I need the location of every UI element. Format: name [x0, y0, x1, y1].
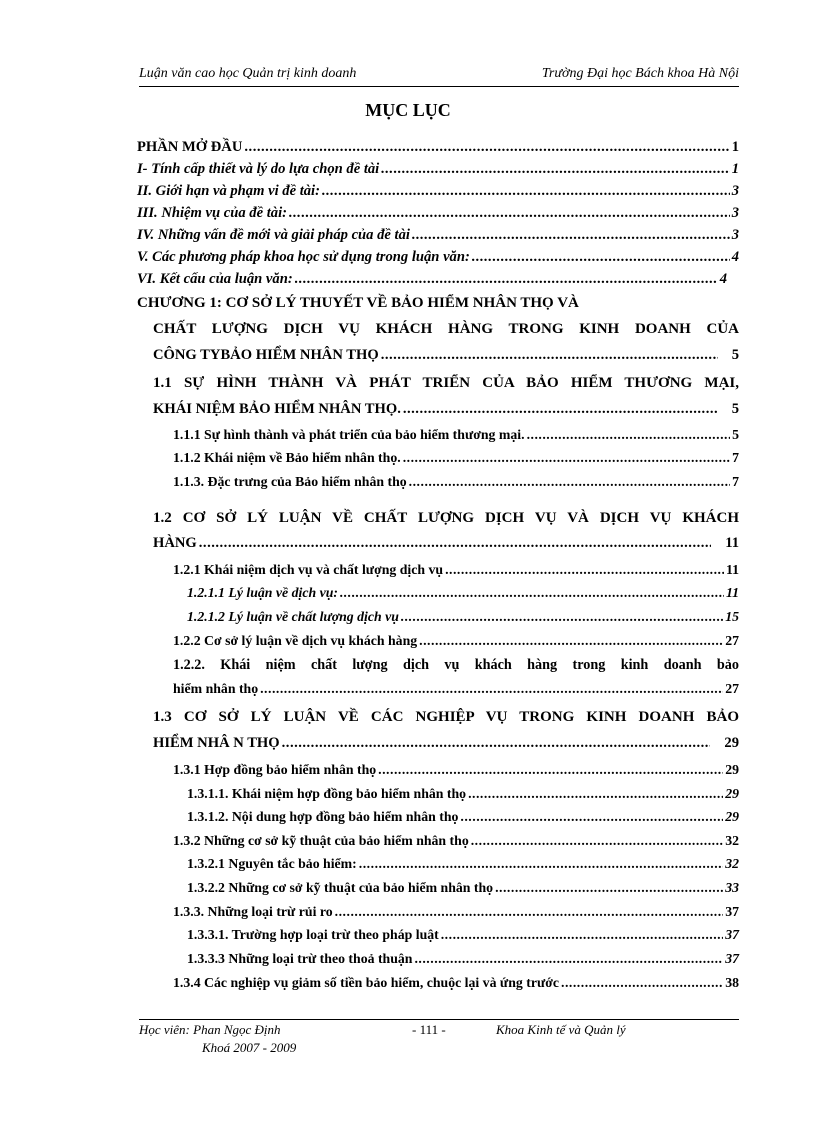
header-left: Luận văn cao học Quản trị kinh doanh: [139, 66, 357, 81]
toc-entry[interactable]: I- Tính cấp thiết và lý do lựa chọn đề tài ..... 1: [137, 158, 739, 180]
toc-entry[interactable]: hiểm nhân thọ ..... 27: [173, 678, 739, 700]
header-right: Trường Đại học Bách khoa Hà Nội: [541, 66, 739, 81]
toc-entry[interactable]: PHẦN MỞ ĐẦU ..... 1: [137, 136, 739, 158]
toc-entry[interactable]: CÔNG TYBẢO HIỂM NHÂN THỌ ..... 5: [153, 344, 739, 366]
toc-chapter-line[interactable]: CHẤT LƯỢNG DỊCH VỤ KHÁCH HÀNG TRONG KINH DOANH CỦA: [153, 321, 739, 337]
toc-entry-line[interactable]: 1.2.2. Khái niệm chất lượng dịch vụ khách hàng trong kinh doanh bảo: [173, 657, 739, 673]
footer-student: Học viên: Phan Ngọc Định: [139, 1022, 281, 1037]
toc-entry[interactable]: IV. Những vấn đề mới và giải pháp của đề tài ..... 3: [137, 224, 739, 246]
footer-course: Khoá 2007 - 2009: [202, 1040, 297, 1055]
toc-entry[interactable]: 1.3.1.1. Khái niệm hợp đồng bảo hiểm nhân thọ ..... 29: [187, 783, 739, 805]
toc-entry[interactable]: 1.2.1 Khái niệm dịch vụ và chất lượng dịch vụ ..... 11: [173, 559, 739, 581]
footer-page-number: - 111 -: [412, 1022, 446, 1037]
toc-entry[interactable]: V. Các phương pháp khoa học sử dụng trong luận văn: ..... 4: [137, 246, 739, 268]
toc-section-line[interactable]: 1.2 CƠ SỞ LÝ LUẬN VỀ CHẤT LƯỢNG DỊCH VỤ VÀ DỊCH VỤ KHÁCH: [153, 510, 739, 526]
toc-entry[interactable]: 1.2.2 Cơ sở lý luận về dịch vụ khách hàng ..... 27: [173, 630, 739, 652]
toc-chapter-line[interactable]: CHƯƠNG 1: CƠ SỞ LÝ THUYẾT VỀ BẢO HIỂM NHÂN THỌ VÀ: [137, 295, 579, 311]
toc-entry[interactable]: 1.1.3. Đặc trưng của Bảo hiểm nhân thọ ..... 7: [173, 471, 739, 493]
toc-entry[interactable]: 1.3.3.1. Trường hợp loại trừ theo pháp luật ..... 37: [187, 924, 739, 946]
toc-entry[interactable]: III. Nhiệm vụ của đề tài: ..... 3: [137, 202, 739, 224]
toc-entry[interactable]: 1.2.1.2 Lý luận về chất lượng dịch vụ ..... 15: [187, 606, 739, 628]
toc-entry[interactable]: 1.3.2.1 Nguyên tắc bảo hiểm: ..... 32: [187, 853, 739, 875]
toc-entry[interactable]: 1.3.2.2 Những cơ sở kỹ thuật của bảo hiểm nhân thọ ..... 33: [187, 877, 739, 899]
toc-entry[interactable]: HIỂM NHÂ N THỌ ..... 29: [153, 732, 739, 754]
toc-section-line[interactable]: 1.3 CƠ SỞ LÝ LUẬN VỀ CÁC NGHIỆP VỤ TRONG KINH DOANH BẢO: [153, 709, 739, 725]
toc-entry[interactable]: 1.3.1.2. Nội dung hợp đồng bảo hiểm nhân thọ ..... 29: [187, 806, 739, 828]
toc-section-line[interactable]: 1.1 SỰ HÌNH THÀNH VÀ PHÁT TRIỂN CỦA BẢO HIỂM THƯƠNG MẠI,: [153, 375, 739, 391]
page-header: [139, 66, 739, 87]
toc-entry[interactable]: HÀNG ..... 11: [153, 532, 739, 554]
toc-entry[interactable]: 1.3.2 Những cơ sở kỹ thuật của bảo hiểm nhân thọ ..... 32: [173, 830, 739, 852]
toc-entry[interactable]: KHÁI NIỆM BẢO HIỂM NHÂN THỌ. ..... 5: [153, 398, 739, 420]
toc-entry[interactable]: II. Giới hạn và phạm vi đề tài: ..... 3: [137, 180, 739, 202]
toc-entry[interactable]: 1.1.1 Sự hình thành và phát triển của bảo hiểm thương mại. ..... 5: [173, 424, 739, 446]
toc-entry[interactable]: 1.3.3.3 Những loại trừ theo thoả thuận ..... 37: [187, 948, 739, 970]
toc-entry[interactable]: 1.3.3. Những loại trừ rủi ro ..... 37: [173, 901, 739, 923]
toc-entry[interactable]: VI. Kết cấu của luận văn: ..... 4: [137, 268, 727, 290]
toc-entry[interactable]: 1.2.1.1 Lý luận về dịch vụ: ..... 11: [187, 582, 739, 604]
footer-rule: [139, 1019, 739, 1020]
footer-faculty: Khoa Kinh tế và Quản lý: [496, 1022, 626, 1037]
page-title: MỤC LỤC: [365, 100, 451, 120]
toc-entry[interactable]: 1.3.4 Các nghiệp vụ giảm số tiền bảo hiểm, chuộc lại và ứng trước ..... 38: [173, 972, 739, 994]
toc-entry[interactable]: 1.1.2 Khái niệm về Bảo hiểm nhân thọ. ..... 7: [173, 447, 739, 469]
toc-entry[interactable]: 1.3.1 Hợp đồng bảo hiểm nhân thọ ..... 29: [173, 759, 739, 781]
